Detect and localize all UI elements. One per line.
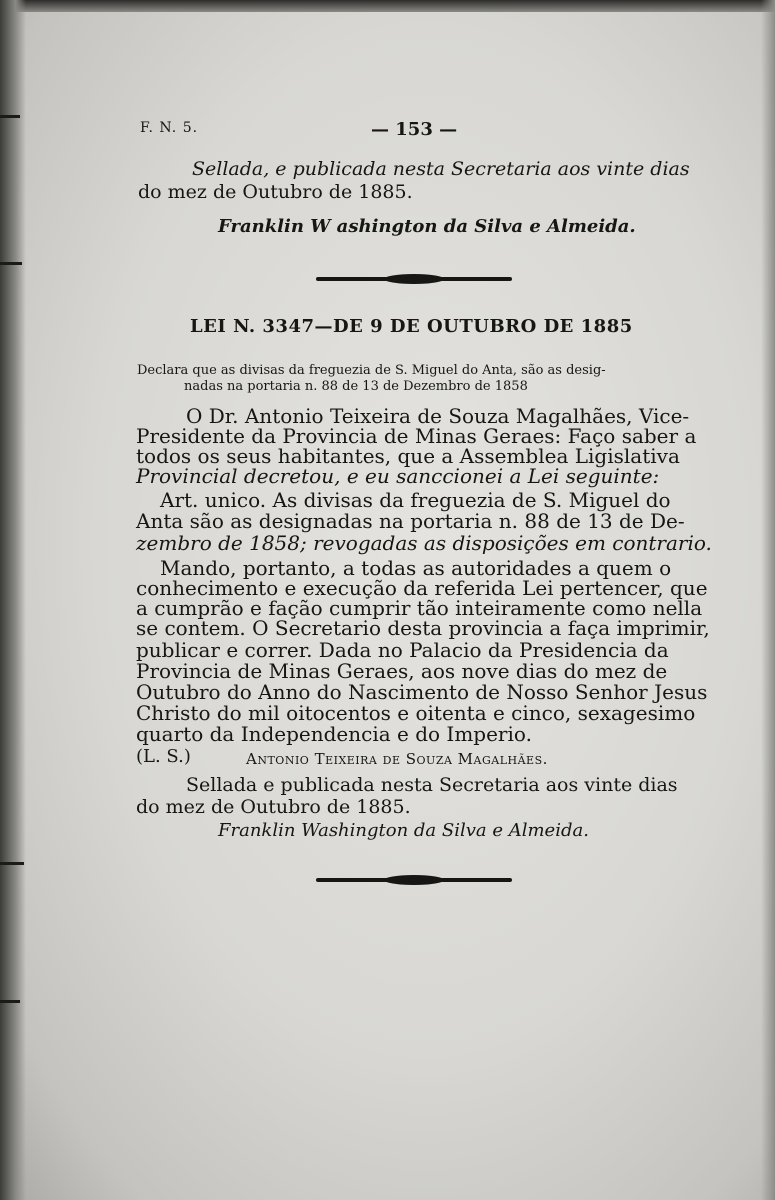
law-text-line: O Dr. Antonio Teixeira de Souza Magalhães, Vice- bbox=[186, 404, 690, 428]
law-text-line: quarto da Independencia e do Imperio. bbox=[136, 722, 532, 746]
law-text-line: publicar e correr. Dada no Palacio da Presidencia da bbox=[136, 638, 669, 662]
edge-mark bbox=[0, 115, 20, 118]
closing-line-2: do mez de Outubro de 1885. bbox=[136, 796, 411, 818]
edge-mark bbox=[0, 1000, 20, 1003]
law-text-line: Provincial decretou, e eu sanccionei a Lei seguinte: bbox=[136, 464, 660, 488]
page-number: — 153 — bbox=[371, 119, 458, 140]
law-text-line: Mando, portanto, a todas as autoridades a quem o bbox=[160, 556, 672, 580]
scan-right-edge bbox=[761, 0, 775, 1200]
scan-top-edge bbox=[0, 0, 775, 12]
prev-signature: Franklin W ashington da Silva e Almeida. bbox=[218, 216, 636, 237]
signer-name: Antonio Teixeira de Souza Magalhães. bbox=[246, 750, 548, 768]
law-text-line: zembro de 1858; revogadas as disposições em contrario. bbox=[136, 531, 712, 555]
law-text-line: a cumprão e fação cumprir tão inteiramente como nella bbox=[136, 596, 703, 620]
law-text-line: Christo do mil oitocentos e oitenta e cinco, sexagesimo bbox=[136, 701, 696, 725]
law-summary-line-1: Declara que as divisas da freguezia de S. Miguel do Anta, são as desig- bbox=[137, 363, 606, 378]
law-text-line: todos os seus habitantes, que a Assemblea Ligislativa bbox=[136, 444, 680, 468]
law-text-line: Outubro do Anno do Nascimento de Nosso Senhor Jesus bbox=[136, 680, 708, 704]
law-text-line: Presidente da Provincia de Minas Geraes: Faço saber a bbox=[136, 424, 697, 448]
prev-closing-line-1: Sellada, e publicada nesta Secretaria aos vinte dias bbox=[192, 158, 690, 180]
law-text-line: se contem. O Secretario desta provincia a faça imprimir, bbox=[136, 616, 710, 640]
section-divider bbox=[316, 878, 512, 882]
law-text-line: conhecimento e execução da referida Lei pertencer, que bbox=[136, 576, 708, 600]
edge-mark bbox=[0, 262, 22, 265]
closing-line-1: Sellada e publicada nesta Secretaria aos vinte dias bbox=[186, 774, 678, 796]
law-text-line: Provincia de Minas Geraes, aos nove dias do mez de bbox=[136, 659, 668, 683]
law-text-line: Anta são as designadas na portaria n. 88 de 13 de De- bbox=[136, 509, 685, 533]
closing-signature: Franklin Washington da Silva e Almeida. bbox=[218, 820, 589, 841]
scan-left-edge bbox=[0, 0, 26, 1200]
seal-mark: (L. S.) bbox=[136, 746, 191, 767]
section-divider bbox=[316, 277, 512, 281]
prev-closing-line-2: do mez de Outubro de 1885. bbox=[138, 181, 413, 203]
page-header-signature-mark: F. N. 5. bbox=[140, 120, 199, 136]
law-text-line: Art. unico. As divisas da freguezia de S. Miguel do bbox=[160, 488, 671, 512]
edge-mark bbox=[0, 862, 24, 865]
law-summary-line-2: nadas na portaria n. 88 de 13 de Dezembro de 1858 bbox=[184, 379, 528, 394]
law-title: LEI N. 3347—DE 9 DE OUTUBRO DE 1885 bbox=[190, 316, 633, 337]
